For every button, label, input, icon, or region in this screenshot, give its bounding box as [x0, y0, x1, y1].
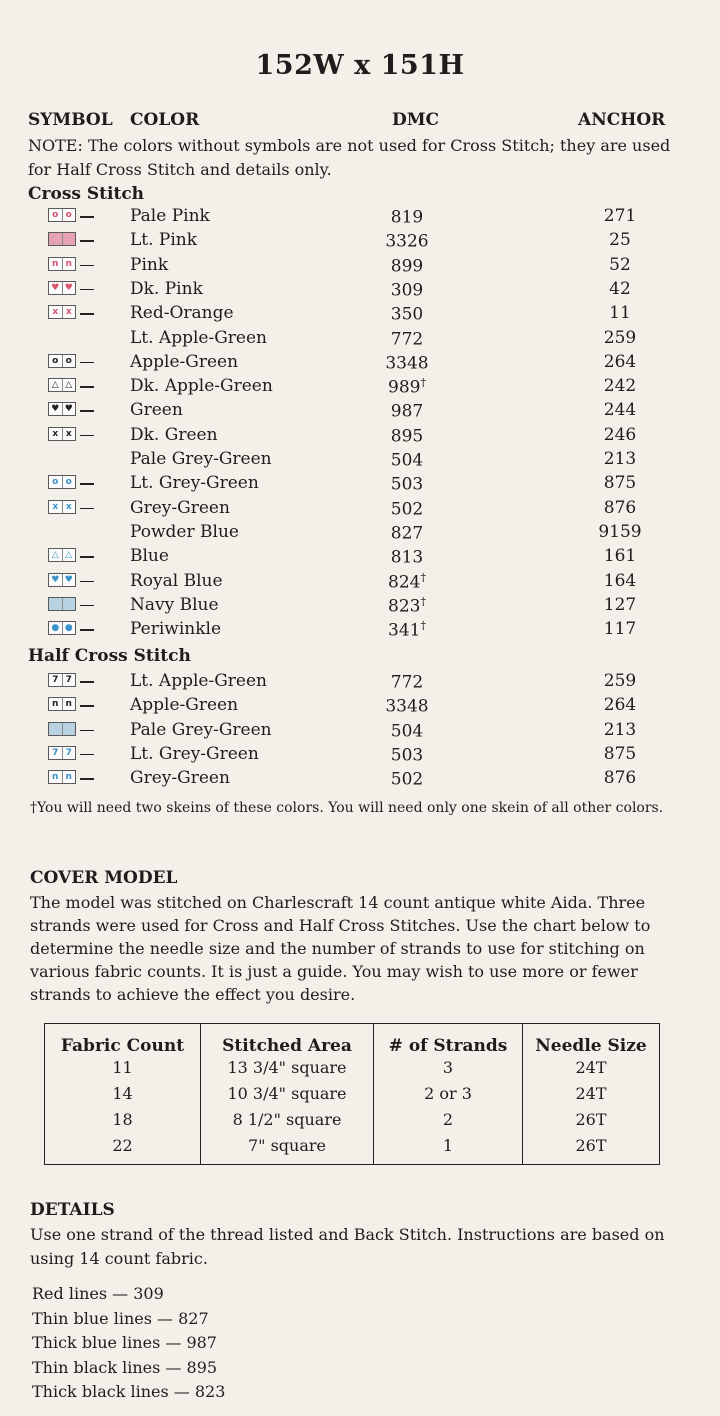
cover-model-title: COVER MODEL: [30, 868, 178, 888]
dmc-number: [352, 279, 462, 301]
dmc-number: [352, 695, 462, 717]
dmc-value: 819: [390, 207, 424, 228]
anchor-number: 9159: [598, 521, 642, 542]
dash-line: [80, 425, 94, 426]
color-row: [0, 720, 720, 744]
color-row: [0, 571, 720, 595]
dmc-number: [352, 352, 462, 374]
stitch-symbol-icon: [48, 697, 76, 711]
dmc-value: 309: [390, 280, 424, 301]
table-cell: 2 or 3: [374, 1082, 523, 1108]
color-name: Grey-Green: [130, 497, 230, 518]
dmc-number: [352, 671, 462, 693]
dash-line: [80, 744, 94, 745]
detail-line: Thin black lines — 895: [32, 1357, 218, 1377]
color-name: Red-Orange: [130, 303, 234, 324]
color-name: Pink: [130, 254, 169, 275]
cover-model-body: The model was stitched on Charlescraft 14 count antique white Aida. Three strands were used for Cross and Half Cross Stitches. Use the chart below to determine the needle size and the number of strands to use for stitching on various fabric counts. It is just a guide. You may wish to use more or fewer strands to achieve the effect you desire.: [30, 893, 651, 1004]
table-cell: 8 1/2" square: [201, 1108, 374, 1134]
dash-line: [80, 768, 94, 769]
symbol-cell: △: [49, 379, 63, 391]
stitch-symbol-icon: [48, 305, 76, 319]
table-cell: 22: [45, 1134, 201, 1165]
anchor-number: 264: [603, 695, 637, 716]
dmc-value: 504: [390, 450, 424, 471]
dash-line: [80, 473, 94, 474]
color-name: Dk. Pink: [130, 278, 203, 299]
table-row: [45, 1056, 660, 1082]
symbol-cell: n: [63, 698, 76, 710]
color-row: [0, 546, 720, 570]
dagger-mark: †: [420, 376, 426, 390]
table-cell: 18: [45, 1108, 201, 1134]
dmc-number: [352, 400, 462, 422]
dmc-value: 341: [388, 620, 421, 641]
symbol-cell: n: [49, 698, 63, 710]
color-name: Dk. Apple-Green: [130, 376, 273, 397]
details-line-list: [32, 1282, 225, 1405]
stitch-symbol-icon: [48, 573, 76, 587]
header-dmc: DMC: [392, 110, 440, 130]
dmc-number: [352, 473, 462, 495]
symbol-cell: o: [49, 355, 63, 367]
dash-line: [80, 206, 94, 207]
anchor-number: 875: [603, 743, 637, 764]
anchor-number: 876: [603, 497, 637, 518]
dmc-number: [352, 522, 462, 544]
anchor-number: 259: [603, 671, 637, 691]
color-name: Grey-Green: [130, 768, 230, 789]
symbol-cell: 7: [63, 747, 76, 759]
dash-line: [80, 498, 94, 499]
stitch-symbol-icon: [48, 378, 76, 392]
dmc-number: [352, 449, 462, 471]
color-name: Powder Blue: [130, 521, 239, 542]
table-cell: 24T: [523, 1082, 660, 1108]
symbol-cell: o: [49, 209, 63, 221]
color-row: [0, 522, 720, 546]
dmc-number: [352, 255, 462, 277]
anchor-number: 876: [603, 768, 637, 789]
dash-line: [80, 695, 94, 696]
symbol-cell: n: [63, 258, 76, 270]
dmc-value: 504: [390, 721, 424, 742]
table-header: # of Strands: [374, 1024, 523, 1057]
color-row: [0, 619, 720, 643]
dmc-value: 350: [390, 304, 424, 325]
note-text: NOTE: The colors without symbols are not used for Cross Stitch; they are used for Half Cross Stitch and details only.: [28, 136, 671, 179]
footnote: †You will need two skeins of these colors. You will need only one skein of all other colors.: [30, 800, 664, 816]
table-row: [45, 1082, 660, 1108]
dash-line: [80, 720, 94, 721]
dmc-value: 899: [390, 256, 424, 277]
color-row: [0, 768, 720, 792]
symbol-cell: o: [49, 476, 63, 488]
stitch-symbol-icon: [48, 548, 76, 562]
symbol-cell: 7: [49, 747, 63, 759]
color-name: Dk. Green: [130, 424, 218, 445]
color-name: Periwinkle: [130, 619, 222, 640]
symbol-cell: ♥: [63, 403, 76, 415]
symbol-cell: ♥: [49, 403, 63, 415]
symbol-cell: ♥: [49, 574, 63, 586]
color-name: Lt. Apple-Green: [130, 671, 267, 691]
page-title: 152W x 151H: [255, 50, 465, 81]
symbol-cell: [49, 723, 63, 735]
anchor-number: 213: [603, 449, 637, 469]
color-row: [0, 595, 720, 619]
header-symbol: SYMBOL: [28, 110, 113, 130]
symbol-cell: n: [49, 258, 63, 270]
color-row: [0, 449, 720, 473]
symbol-cell: [63, 598, 76, 610]
color-row: [0, 303, 720, 327]
dmc-value: 823: [388, 596, 421, 617]
symbol-cell: △: [49, 549, 63, 561]
anchor-number: 242: [603, 376, 637, 397]
dmc-value: 3326: [385, 231, 429, 252]
dmc-value: 503: [390, 474, 424, 495]
dmc-value: 827: [390, 523, 424, 544]
table-cell: 26T: [523, 1134, 660, 1165]
anchor-number: 246: [603, 424, 637, 445]
color-name: Green: [130, 400, 183, 421]
table-cell: 7" square: [201, 1134, 374, 1165]
symbol-cell: x: [49, 501, 63, 513]
dash-line: [80, 376, 94, 377]
dmc-number: [352, 230, 462, 252]
dash-line: [80, 230, 94, 231]
stitch-symbol-icon: [48, 354, 76, 368]
symbol-cell: ♥: [63, 574, 76, 586]
color-row: [0, 671, 720, 695]
stitch-symbol-icon: [48, 475, 76, 489]
dmc-number: [352, 720, 462, 742]
symbol-cell: x: [63, 501, 76, 513]
dmc-value: 989: [388, 377, 421, 398]
table-cell: 26T: [523, 1108, 660, 1134]
symbol-cell: o: [63, 476, 76, 488]
symbol-cell: ♥: [63, 282, 76, 294]
symbol-cell: △: [63, 549, 76, 561]
detail-line: Thick blue lines — 987: [32, 1333, 217, 1352]
color-row: [0, 498, 720, 522]
dmc-value: 772: [390, 329, 424, 350]
symbol-cell: o: [63, 209, 76, 221]
dmc-value: 502: [390, 769, 424, 790]
dash-line: [80, 279, 94, 280]
dmc-number: [352, 571, 462, 593]
table-cell: 3: [374, 1056, 523, 1082]
color-name: Apple-Green: [130, 695, 239, 716]
table-row: [45, 1134, 660, 1165]
detail-line: Thin blue lines — 827: [32, 1308, 209, 1328]
anchor-number: 42: [609, 278, 631, 299]
table-row: [45, 1108, 660, 1134]
symbol-cell: [49, 598, 63, 610]
symbol-cell: x: [49, 428, 63, 440]
color-name: Blue: [130, 546, 169, 567]
dash-line: [80, 255, 94, 256]
color-name: Navy Blue: [130, 594, 219, 615]
anchor-number: 244: [603, 400, 637, 421]
color-row: [0, 376, 720, 400]
anchor-number: 264: [603, 351, 637, 372]
stitch-symbol-icon: [48, 232, 76, 246]
dash-line: [80, 546, 94, 547]
symbol-cell: o: [63, 355, 76, 367]
stitch-symbol-icon: [48, 722, 76, 736]
cross-stitch-heading: Cross Stitch: [28, 184, 145, 204]
stitch-symbol-icon: [48, 597, 76, 611]
detail-line: Red lines — 309: [32, 1284, 164, 1303]
color-row: [0, 473, 720, 497]
stitch-symbol-icon: [48, 402, 76, 416]
symbol-cell: n: [49, 771, 63, 783]
dagger-mark: †: [420, 594, 426, 608]
header-color: COLOR: [130, 110, 200, 130]
dash-line: [80, 595, 94, 596]
color-name: Lt. Grey-Green: [130, 473, 259, 494]
dmc-value: 3348: [385, 696, 429, 717]
dmc-number: [352, 206, 462, 228]
symbol-cell: [49, 233, 63, 245]
table-cell: 11: [45, 1056, 201, 1082]
dash-line: [80, 671, 94, 672]
dash-line: [80, 571, 94, 572]
color-name: Apple-Green: [130, 351, 239, 372]
symbol-cell: n: [63, 771, 76, 783]
anchor-number: 271: [603, 206, 637, 226]
color-name: Lt. Pink: [130, 230, 198, 251]
dmc-number: [352, 303, 462, 325]
color-name: Pale Pink: [130, 206, 210, 226]
color-row: [0, 328, 720, 352]
table-cell: 24T: [523, 1056, 660, 1082]
color-row: [0, 255, 720, 279]
color-name: Pale Grey-Green: [130, 449, 272, 469]
dash-line: [80, 619, 94, 620]
anchor-number: 52: [609, 254, 631, 275]
fabric-count-table: [44, 1023, 660, 1165]
anchor-number: 875: [603, 473, 637, 494]
anchor-number: 259: [603, 327, 637, 348]
dmc-number: [352, 744, 462, 766]
details-body: Use one strand of the thread listed and Back Stitch. Instructions are based on using 14 count fabric.: [30, 1225, 665, 1268]
symbol-cell: x: [49, 306, 63, 318]
anchor-number: 127: [603, 594, 637, 615]
stitch-symbol-icon: [48, 500, 76, 514]
anchor-number: 11: [609, 303, 631, 324]
symbol-cell: ●: [63, 622, 76, 634]
color-row: [0, 400, 720, 424]
color-row: [0, 230, 720, 254]
anchor-number: 117: [603, 619, 637, 640]
symbol-cell: 7: [63, 674, 76, 686]
symbol-cell: ♥: [49, 282, 63, 294]
color-row: [0, 695, 720, 719]
dagger-mark: †: [420, 619, 426, 633]
dmc-value: 895: [390, 426, 424, 447]
color-name: Pale Grey-Green: [130, 719, 272, 740]
color-row: [0, 744, 720, 768]
dmc-number: [352, 328, 462, 350]
color-name: Lt. Grey-Green: [130, 743, 259, 764]
symbol-cell: x: [63, 306, 76, 318]
symbol-cell: [63, 723, 76, 735]
dmc-value: 987: [390, 402, 424, 423]
color-row: [0, 425, 720, 449]
stitch-symbol-icon: [48, 673, 76, 687]
dmc-value: 502: [390, 499, 424, 520]
stitch-symbol-icon: [48, 770, 76, 784]
dmc-number: [352, 376, 462, 398]
stitch-symbol-icon: [48, 281, 76, 295]
header-anchor: ANCHOR: [578, 110, 666, 130]
half-cross-stitch-heading: Half Cross Stitch: [28, 646, 191, 666]
stitch-symbol-icon: [48, 427, 76, 441]
dash-line: [80, 303, 94, 304]
table-cell: 13 3/4" square: [201, 1056, 374, 1082]
table-header: Needle Size: [523, 1024, 660, 1057]
dmc-number: [352, 768, 462, 790]
symbol-cell: [63, 233, 76, 245]
anchor-number: 161: [603, 546, 637, 567]
dmc-value: 813: [390, 547, 424, 568]
stitch-symbol-icon: [48, 621, 76, 635]
table-cell: 14: [45, 1082, 201, 1108]
detail-line: Thick black lines — 823: [32, 1382, 226, 1401]
color-row: [0, 279, 720, 303]
dmc-value: 3348: [385, 353, 429, 374]
dmc-value: 503: [390, 745, 424, 766]
table-cell: 10 3/4" square: [201, 1082, 374, 1108]
dash-line: [80, 400, 94, 401]
color-name: Royal Blue: [130, 570, 223, 591]
symbol-cell: ●: [49, 622, 63, 634]
details-title: DETAILS: [30, 1200, 115, 1220]
stitch-symbol-icon: [48, 746, 76, 760]
anchor-number: 213: [603, 719, 637, 740]
table-cell: 2: [374, 1108, 523, 1134]
stitch-symbol-icon: [48, 257, 76, 271]
table-header: Stitched Area: [201, 1024, 374, 1057]
dmc-value: 824: [388, 572, 421, 593]
dmc-number: [352, 619, 462, 641]
color-name: Lt. Apple-Green: [130, 327, 267, 348]
color-row: [0, 352, 720, 376]
dmc-number: [352, 546, 462, 568]
dmc-number: [352, 498, 462, 520]
symbol-cell: 7: [49, 674, 63, 686]
table-header: Fabric Count: [45, 1024, 201, 1057]
table-cell: 1: [374, 1134, 523, 1165]
color-row: [0, 206, 720, 230]
stitch-symbol-icon: [48, 208, 76, 222]
dash-line: [80, 352, 94, 353]
dmc-value: 772: [390, 672, 424, 693]
symbol-cell: △: [63, 379, 76, 391]
anchor-number: 164: [603, 570, 637, 591]
anchor-number: 25: [609, 230, 631, 251]
dmc-number: [352, 595, 462, 617]
symbol-cell: x: [63, 428, 76, 440]
dmc-number: [352, 425, 462, 447]
dagger-mark: †: [420, 570, 426, 584]
